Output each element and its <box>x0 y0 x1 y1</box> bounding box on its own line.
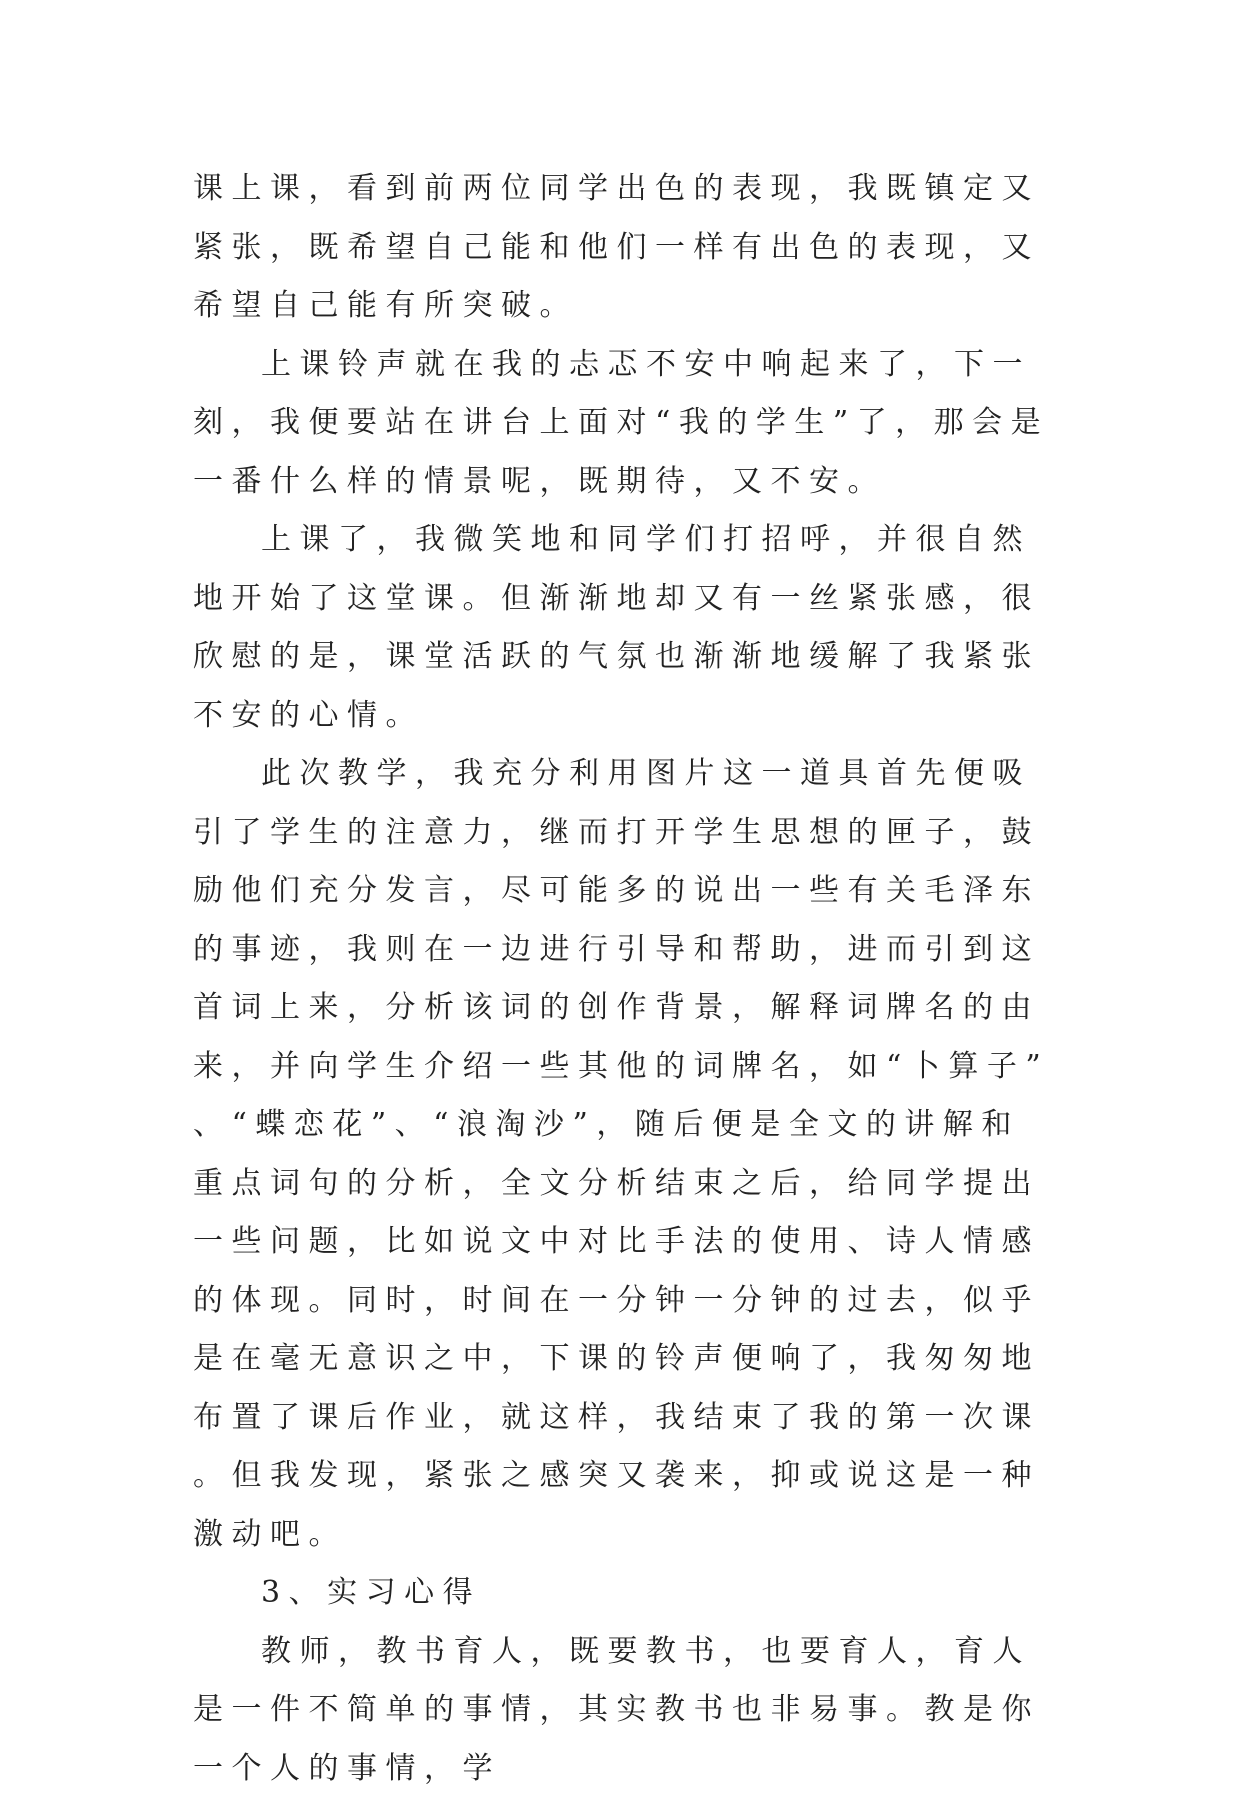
paragraph-2: 上课铃声就在我的忐忑不安中响起来了，下一刻，我便要站在讲台上面对“我的学生”了，那会是一番什么样的情景呢，既期待，又不安。 <box>193 336 1055 512</box>
paragraph-1: 课上课，看到前两位同学出色的表现，我既镇定又紧张，既希望自己能和他们一样有出色的表现，又希望自己能有所突破。 <box>193 160 1055 336</box>
paragraph-3: 上课了，我微笑地和同学们打招呼，并很自然地开始了这堂课。但渐渐地却又有一丝紧张感，很欣慰的是，课堂活跃的气氛也渐渐地缓解了我紧张不安的心情。 <box>193 511 1055 745</box>
paragraph-5: 教师，教书育人，既要教书，也要育人，育人是一件不简单的事情，其实教书也非易事。教是你一个人的事情，学 <box>193 1623 1055 1798</box>
document-body <box>193 160 1055 1798</box>
paragraph-4: 此次教学，我充分利用图片这一道具首先便吸引了学生的注意力，继而打开学生思想的匣子，鼓励他们充分发言，尽可能多的说出一些有关毛泽东的事迹，我则在一边进行引导和帮助，进而引到这首词上来，分析该词的创作背景，解释词牌名的由来，并向学生介绍一些其他的词牌名，如“卜算子”、“蝶恋花”、“浪淘沙”，随后便是全文的讲解和重点词句的分析，全文分析结束之后，给同学提出一些问题，比如说文中对比手法的使用、诗人情感的体现。同时，时间在一分钟一分钟的过去，似乎是在毫无意识之中，下课的铃声便响了，我匆匆地布置了课后作业，就这样，我结束了我的第一次课。但我发现，紧张之感突又袭来，抑或说这是一种激动吧。 <box>193 745 1055 1564</box>
section-heading-internship-reflection: 3、实习心得 <box>193 1564 1055 1623</box>
